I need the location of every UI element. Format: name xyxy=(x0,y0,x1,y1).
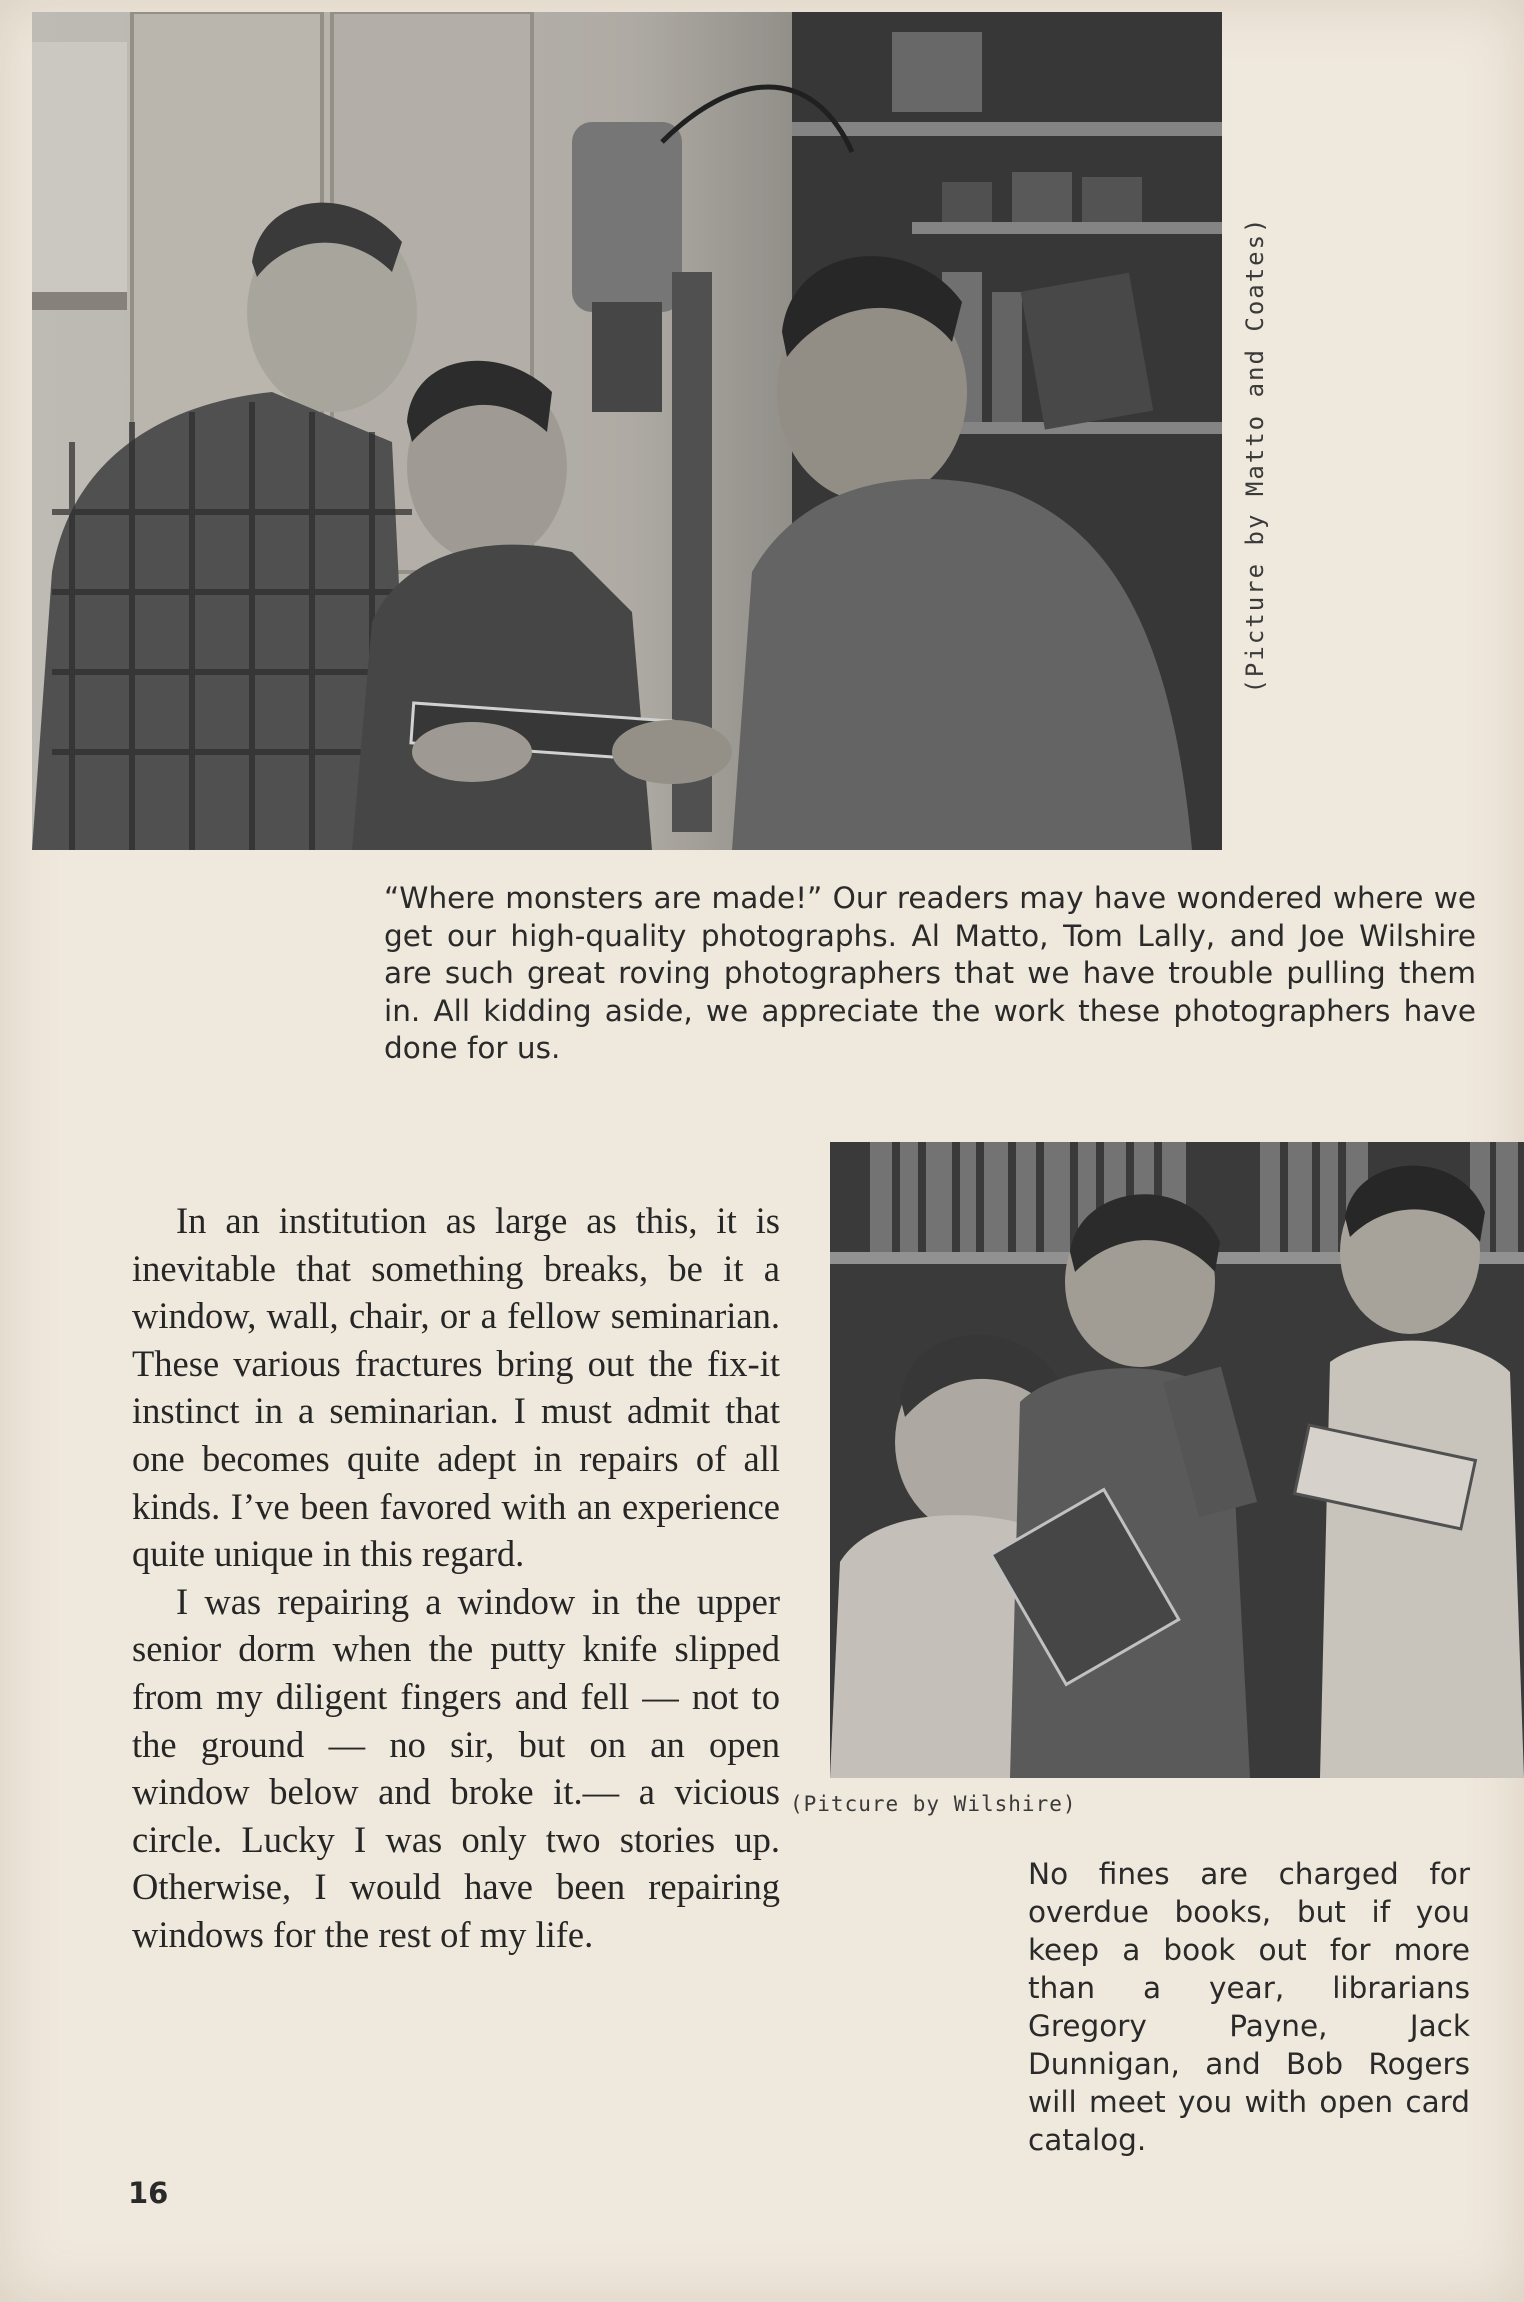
darkroom-photo-caption: “Where monsters are made!” Our readers may have wondered where we get our high-quality photographs. Al Matto, Tom Lally, and Joe Wilshire are such great roving photographers that we have trouble pulling them in. All kidding aside, we appreciate the work these photographers have done for us. xyxy=(384,881,1476,1065)
library-photo-caption: No fines are charged for overdue books, but if you keep a book out for more than a year, librarians Gregory Payne, Jack Dunnigan, and Bob Rogers will meet you with open card catalog. xyxy=(1028,1857,1470,2157)
photo-credit-wilshire: (Pitcure by Wilshire) xyxy=(790,1792,1077,1816)
article-paragraph: In an institution as large as this, it is inevitable that something breaks, be it a window, wall, chair, or a fellow seminarian. These various fractures bring out the fix-it instinct in a seminarian. I must admit that one becomes quite adept in repairs of all kinds. I’ve been favored with an experience quite unique in this regard. xyxy=(132,1200,780,1575)
darkroom-photo xyxy=(32,12,1222,850)
page-number: 16 xyxy=(128,2176,169,2210)
article-paragraph: I was repairing a window in the upper senior dorm when the putty knife slipped from my diligent fingers and fell — not to the ground — no sir, but on an open window below and broke it.— a vicious circle. Lucky I was only two stories up. Otherwise, I would have been repairing windows for the rest of my life. xyxy=(132,1580,780,1955)
photo-credit-matto-coates: (Picture by Matto and Coates) xyxy=(1241,216,1269,694)
library-photo xyxy=(830,1142,1524,1778)
article-body xyxy=(132,1197,780,1959)
